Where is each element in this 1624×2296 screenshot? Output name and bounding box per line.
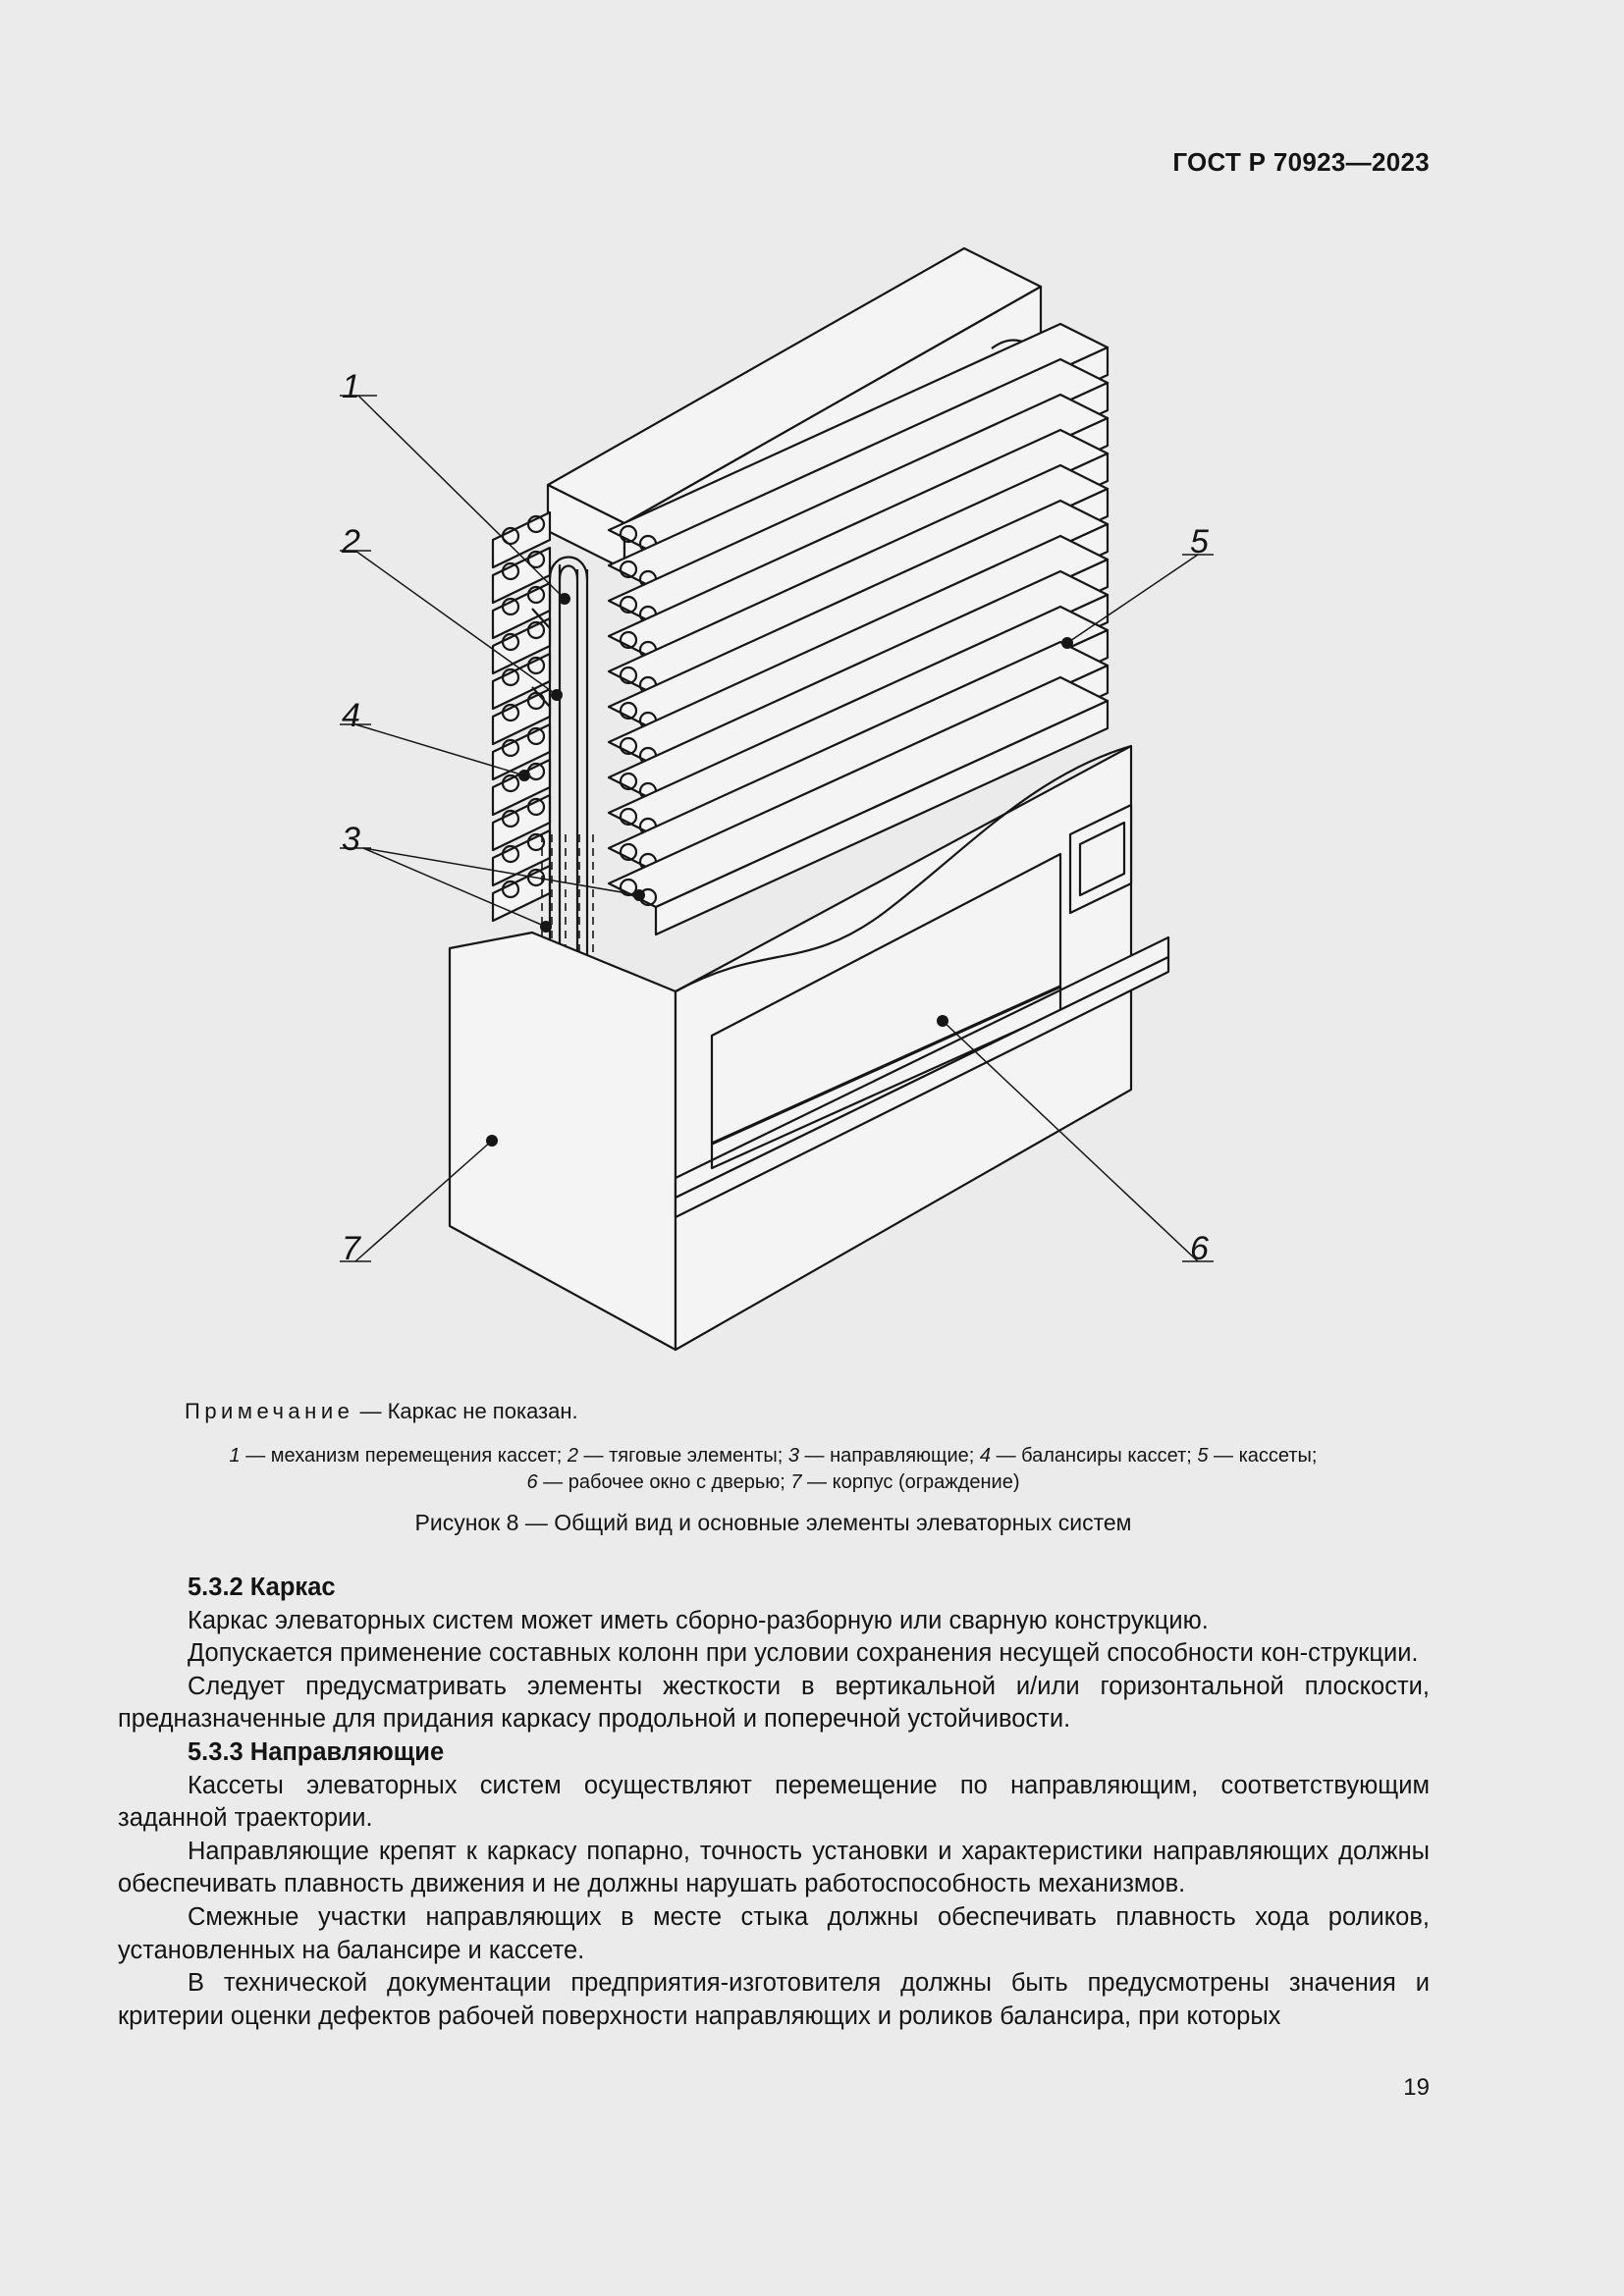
legend-line-1: 1 — механизм перемещения кассет; 2 — тяговые элементы; 3 — направляющие; 4 — балансиры кассет; 5 — кассеты; bbox=[229, 1445, 1318, 1467]
page-number: 19 bbox=[1403, 2074, 1430, 2101]
paragraph: Смежные участки направляющих в месте стыка должны обеспечивать плавность хода роликов, установленных на балансире и кассете. bbox=[118, 1902, 1430, 1964]
callout-1: 1 bbox=[342, 368, 360, 405]
callout-6: 6 bbox=[1190, 1230, 1209, 1267]
callout-7: 7 bbox=[342, 1230, 360, 1267]
figure-note bbox=[185, 1399, 578, 1424]
paragraph: Кассеты элеваторных систем осуществляют перемещение по направляющим, соответствующим заданной траектории. bbox=[118, 1771, 1430, 1833]
figure-caption: Рисунок 8 — Общий вид и основные элементы элеваторных систем bbox=[414, 1510, 1132, 1535]
section-heading: 5.3.2 Каркас bbox=[188, 1574, 336, 1601]
note-label: Примечание bbox=[185, 1399, 354, 1423]
callout-5: 5 bbox=[1190, 523, 1209, 561]
standard-designation: ГОСТ Р 70923—2023 bbox=[1172, 147, 1430, 177]
callout-2: 2 bbox=[342, 523, 360, 561]
paragraph: Следует предусматривать элементы жесткости в вертикальной и/или горизонтальной плоскости, предназначенные для придания каркасу продольной и поперечной устойчивости. bbox=[118, 1672, 1430, 1734]
paragraph: В технической документации предприятия-изготовителя должны быть предусмотрены значения и критерии оценки дефектов рабочей поверхности направляющих и роликов балансира, при которых bbox=[118, 1969, 1430, 2030]
callout-4: 4 bbox=[342, 697, 360, 734]
body-text bbox=[118, 1572, 1430, 2033]
note-text: — Каркас не показан. bbox=[353, 1399, 578, 1423]
callout-3: 3 bbox=[342, 821, 360, 858]
paragraph: Направляющие крепят к каркасу попарно, точность установки и характеристики направляющих должны обеспечивать плавность движения и не должны нарушать работоспособность механизмов. bbox=[118, 1837, 1430, 1898]
paragraph: Допускается применение составных колонн при условии сохранения несущей способности кон-струкции. bbox=[188, 1639, 1419, 1668]
section-heading: 5.3.3 Направляющие bbox=[188, 1737, 445, 1766]
paragraph: Каркас элеваторных систем может иметь сборно-разборную или сварную конструкцию. bbox=[188, 1606, 1209, 1634]
legend-line-2: 6 — рабочее окно с дверью; 7 — корпус (ограждение) bbox=[526, 1471, 1020, 1493]
